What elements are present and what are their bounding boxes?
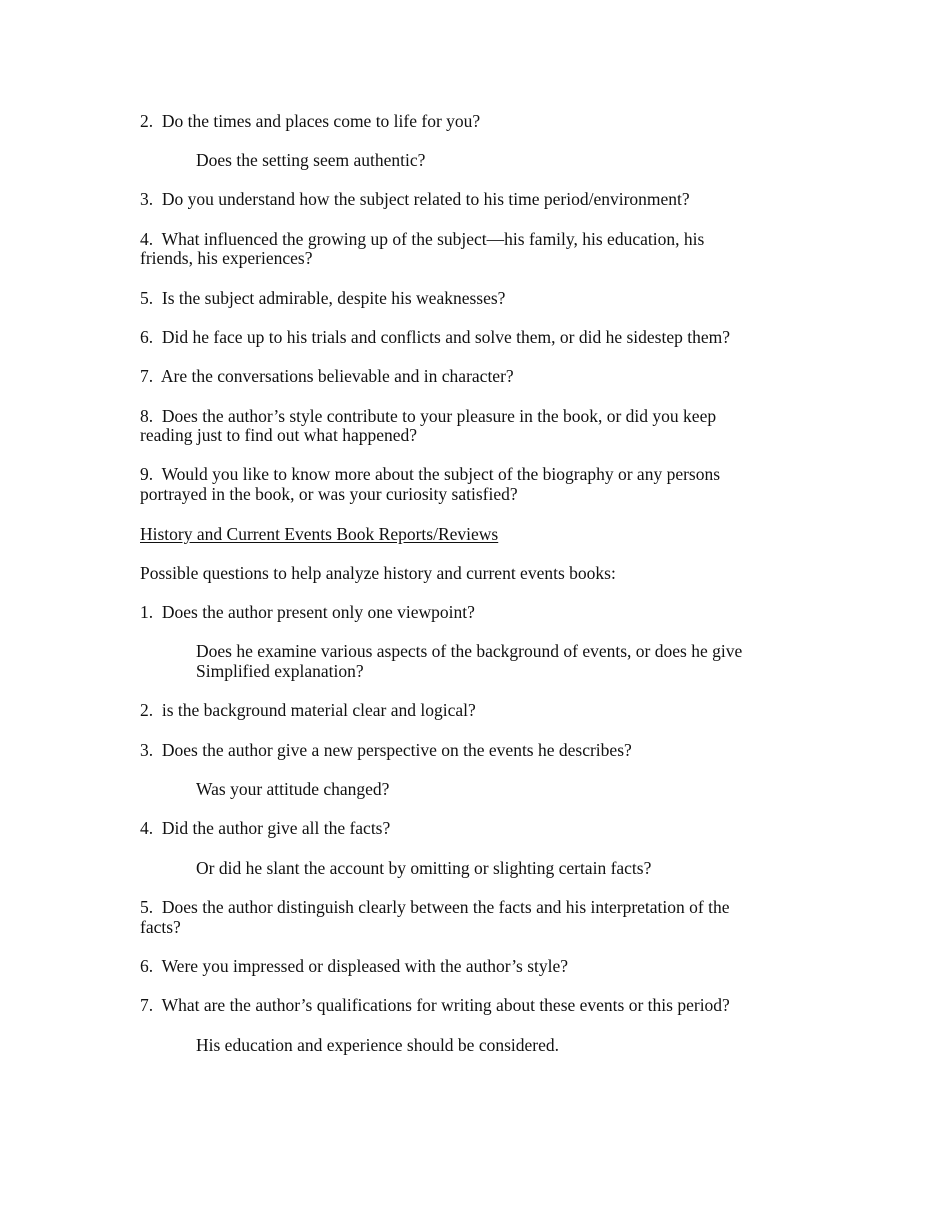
question-text: Are the conversations believable and in character?	[160, 366, 514, 386]
question-number: 6.	[140, 956, 154, 976]
question-text: What influenced the growing up of the subject—his family, his education, his	[161, 229, 705, 249]
question-line-2: reading just to find out what happened?	[140, 425, 418, 445]
question-number: 3.	[140, 740, 154, 760]
question-text: Were you impressed or displeased with the author’s style?	[161, 956, 569, 976]
biography-question-7	[140, 366, 514, 386]
question-number: 6.	[140, 327, 154, 347]
history-question-4-sub: Or did he slant the account by omitting or slighting certain facts?	[196, 858, 652, 878]
question-line-1	[140, 229, 704, 249]
biography-question-2	[140, 111, 480, 131]
question-line-1	[140, 406, 716, 426]
question-text: Does the author present only one viewpoint?	[161, 602, 475, 622]
question-text: Does the author distinguish clearly between the facts and his interpretation of the	[161, 897, 730, 917]
history-question-7-sub: His education and experience should be considered.	[196, 1035, 559, 1055]
question-line-1	[140, 464, 720, 484]
section-heading: History and Current Events Book Reports/Reviews	[140, 524, 499, 544]
history-question-3	[140, 740, 632, 760]
question-number: 3.	[140, 189, 154, 209]
question-text: Would you like to know more about the subject of the biography or any persons	[161, 464, 721, 484]
question-line-2: friends, his experiences?	[140, 248, 313, 268]
history-question-3-sub: Was your attitude changed?	[196, 779, 390, 799]
question-text: is the background material clear and logical?	[161, 700, 476, 720]
question-number: 1.	[140, 602, 154, 622]
history-question-4	[140, 818, 390, 838]
question-text: Does the author’s style contribute to your pleasure in the book, or did you keep	[161, 406, 717, 426]
question-number: 8.	[140, 406, 154, 426]
question-number: 2.	[140, 111, 154, 131]
sub-question-line-1: Does he examine various aspects of the background of events, or does he give	[196, 641, 743, 661]
question-number: 5.	[140, 897, 154, 917]
biography-question-2-sub	[196, 150, 425, 170]
question-number: 9.	[140, 464, 154, 484]
sub-question-line-2: Simplified explanation?	[196, 661, 364, 681]
question-text: Did the author give all the facts?	[161, 818, 391, 838]
question-number: 5.	[140, 288, 154, 308]
question-number: 4.	[140, 229, 154, 249]
question-text: Is the subject admirable, despite his weaknesses?	[161, 288, 506, 308]
biography-question-6	[140, 327, 730, 347]
sub-question-text: Does the setting seem authentic?	[196, 150, 426, 170]
question-line-2: portrayed in the book, or was your curiosity satisfied?	[140, 484, 518, 504]
question-text: Do you understand how the subject related to his time period/environment?	[161, 189, 690, 209]
question-number: 4.	[140, 818, 154, 838]
question-number: 2.	[140, 700, 154, 720]
question-text: Did he face up to his trials and conflicts and solve them, or did he sidestep them?	[161, 327, 730, 347]
section-intro: Possible questions to help analyze history and current events books:	[140, 563, 616, 583]
question-text: Do the times and places come to life for you?	[161, 111, 481, 131]
history-question-2	[140, 700, 476, 720]
history-question-6	[140, 956, 568, 976]
question-line-2: facts?	[140, 917, 181, 937]
question-line-1	[140, 897, 729, 917]
question-number: 7.	[140, 366, 154, 386]
history-question-7	[140, 995, 730, 1015]
question-text: What are the author’s qualifications for writing about these events or this period?	[161, 995, 730, 1015]
biography-question-5	[140, 288, 505, 308]
question-text: Does the author give a new perspective on the events he describes?	[161, 740, 632, 760]
question-number: 7.	[140, 995, 154, 1015]
history-question-1	[140, 602, 475, 622]
biography-question-3	[140, 189, 690, 209]
